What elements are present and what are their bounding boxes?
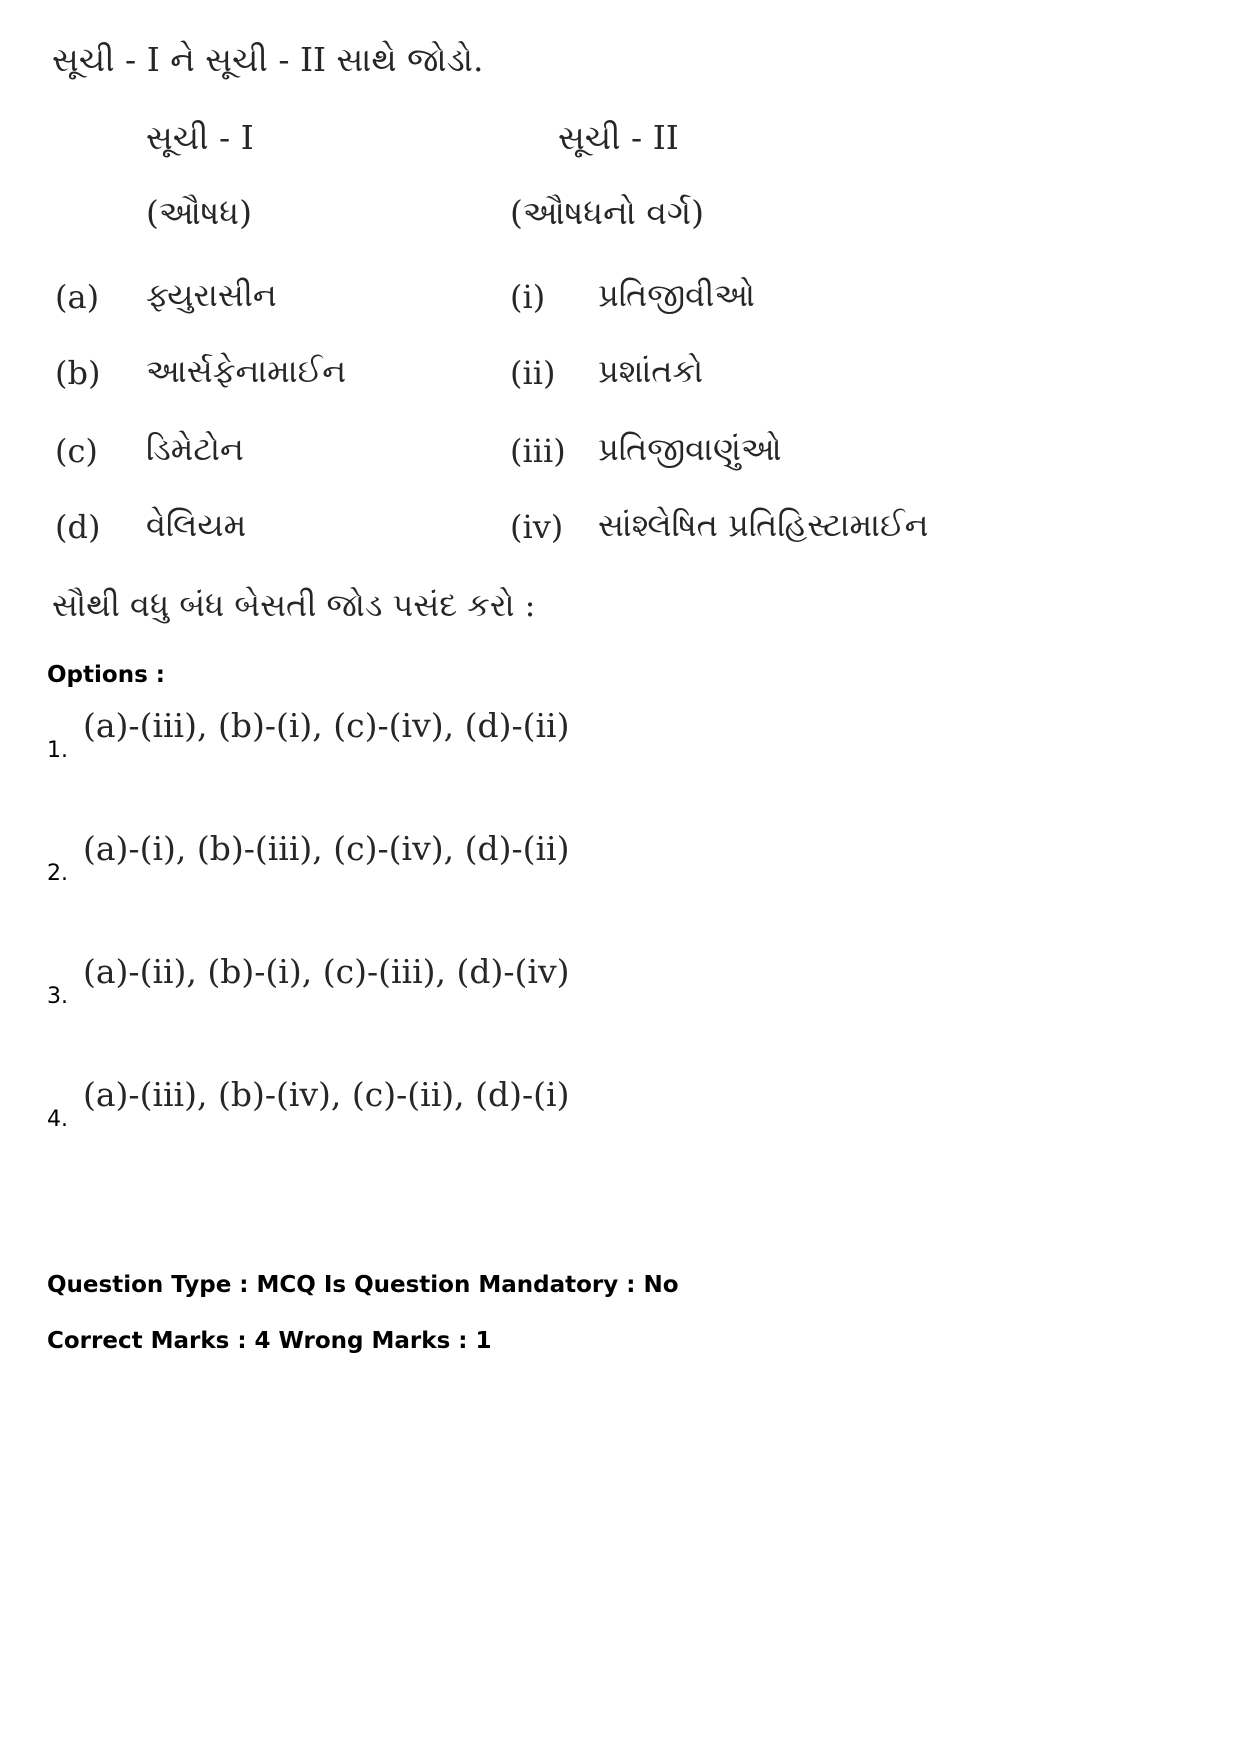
question-type-info: Question Type : MCQ Is Question Mandatory : No <box>47 1272 679 1298</box>
row-item: વેલિયમ <box>146 506 247 544</box>
list1-subheading: (ઔષધ) <box>146 193 252 232</box>
option-text: (a)-(ii), (b)-(i), (c)-(iii), (d)-(iv) <box>83 952 570 991</box>
row-num: (ii) <box>510 354 556 392</box>
row-label: (c) <box>55 432 98 470</box>
row-label: (b) <box>55 354 101 392</box>
row-match: પ્રતિજીવાણુંઓ <box>598 430 782 468</box>
row-num: (iv) <box>510 508 564 546</box>
option-text: (a)-(iii), (b)-(i), (c)-(iv), (d)-(ii) <box>83 706 570 745</box>
option-number: 2. <box>47 861 68 886</box>
list2-subheading: (ઔષધનો વર્ગ) <box>510 193 704 232</box>
row-label: (d) <box>55 508 101 546</box>
option-text: (a)-(iii), (b)-(iv), (c)-(ii), (d)-(i) <box>83 1075 570 1114</box>
row-match: સાંશ્લેષિત પ્રતિહિસ્ટામાઈન <box>598 506 929 544</box>
option-number: 1. <box>47 738 68 763</box>
row-item: ડિમેટોન <box>146 430 244 468</box>
row-num: (i) <box>510 278 546 316</box>
row-item: આર્સફેનામાઈન <box>146 352 347 390</box>
row-num: (iii) <box>510 432 566 470</box>
row-match: પ્રતિજીવીઓ <box>598 276 755 314</box>
list1-heading: સૂચી - I <box>146 118 254 157</box>
row-item: ફ્યુરાસીન <box>146 276 277 314</box>
row-match: પ્રશાંતકો <box>598 352 704 390</box>
question-prompt: સૌથી વધુ બંધ બેસતી જોડ પસંદ કરો : <box>52 586 536 624</box>
option-number: 4. <box>47 1107 68 1132</box>
option-text: (a)-(i), (b)-(iii), (c)-(iv), (d)-(ii) <box>83 829 570 868</box>
options-label: Options : <box>47 662 165 688</box>
question-title: સૂચી - I ને સૂચી - II સાથે જોડો. <box>52 40 484 79</box>
option-number: 3. <box>47 984 68 1009</box>
list2-heading: સૂચી - II <box>558 118 679 157</box>
row-label: (a) <box>55 278 100 316</box>
marks-info: Correct Marks : 4 Wrong Marks : 1 <box>47 1328 492 1354</box>
